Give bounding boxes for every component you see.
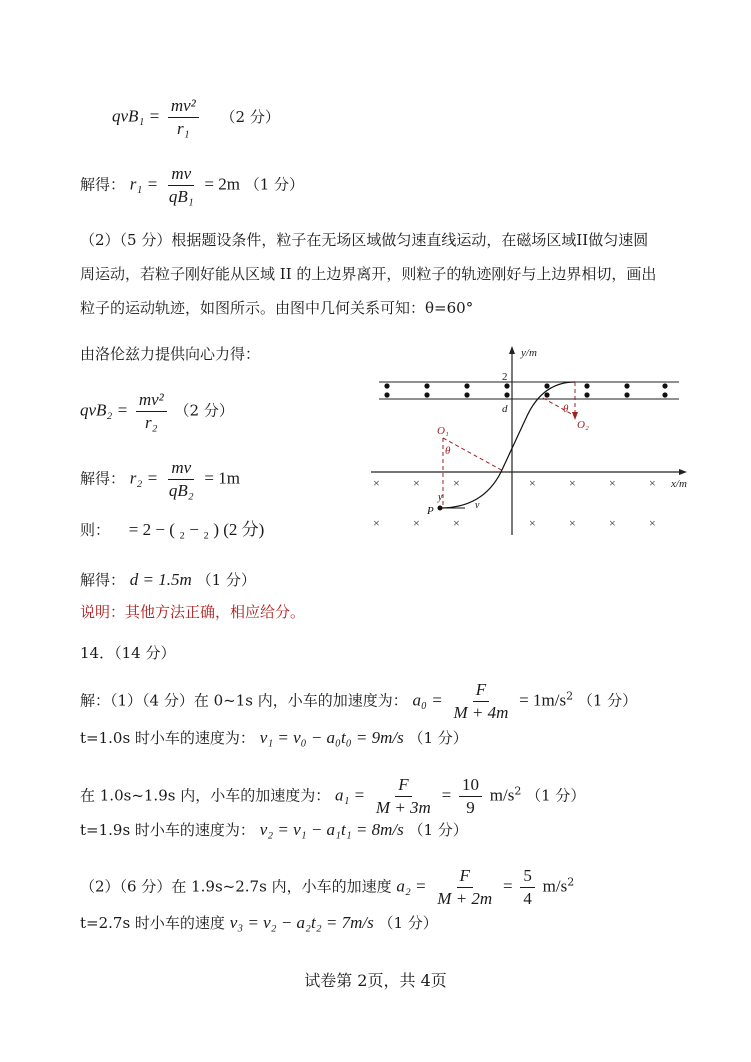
- score: （1 分）: [244, 175, 305, 194]
- svg-text:×: ×: [373, 476, 380, 490]
- math-symbol: a₂ =: [396, 876, 427, 896]
- y-axis-arrow: [509, 346, 515, 354]
- numerator: mv²: [136, 390, 167, 412]
- denominator: 4: [523, 889, 532, 908]
- fraction: [166, 458, 197, 501]
- solution-r1: [80, 164, 304, 207]
- result: = 2m: [204, 174, 240, 194]
- label: （2）（6 分）在 1.9s~2.7s 内，小车的加速度: [80, 877, 392, 896]
- svg-text:×: ×: [609, 476, 616, 490]
- field-dots: [384, 383, 667, 397]
- denominator: qB₂: [168, 481, 194, 500]
- fraction: [166, 164, 197, 207]
- y-axis-label: y/m: [521, 347, 537, 359]
- score: （2 分）: [174, 401, 234, 420]
- math-symbol: a₀ =: [412, 690, 443, 710]
- equation-a1: 在 1.0s~1.9s 内，小车的加速度为： a₁ = $\frac{F}{M + 3m}$ = $\frac{10}{9}$ $m/s^2$ （1 分）: [80, 775, 586, 817]
- equation: v₂ = v₁ − a₁t₁ = 8m/s: [259, 820, 404, 839]
- math-symbol: qvB₁ =: [112, 106, 161, 126]
- exponent: 2: [566, 689, 574, 703]
- denominator: r₁: [177, 119, 190, 138]
- dashed-radius-O2: [543, 398, 575, 416]
- score: （1 分）: [378, 914, 438, 932]
- numerator: F: [395, 775, 411, 797]
- label: t=1.9s 时小车的速度为：: [80, 821, 255, 839]
- velocity-t1: [80, 728, 468, 748]
- fraction: [373, 775, 434, 818]
- fraction: [434, 866, 495, 909]
- fraction: [459, 775, 482, 818]
- equation-qvB1: [112, 96, 280, 139]
- score: （1 分）: [526, 786, 586, 805]
- equation: = 2 − ( ₂ − ₂ ) (2 分): [128, 520, 265, 539]
- score: （1 分）: [408, 821, 468, 839]
- score: （1 分）: [408, 729, 468, 747]
- fraction: [450, 680, 511, 723]
- label: t=1.0s 时小车的速度为：: [80, 729, 255, 747]
- result: = 1m/s: [519, 690, 567, 710]
- svg-text:×: ×: [373, 516, 380, 530]
- numerator: mv: [168, 458, 194, 480]
- fraction: [520, 866, 535, 909]
- label: 解得：: [80, 571, 126, 589]
- paragraph-line: 粒子的运动轨迹，如图所示。由图中几何关系可知：θ=60°: [80, 299, 474, 317]
- fraction: [136, 390, 167, 433]
- denominator: M + 4m: [453, 703, 509, 722]
- math-symbol: r₂ =: [129, 468, 159, 488]
- fraction: [168, 96, 199, 139]
- particle-trajectory: [440, 382, 575, 508]
- label: 解得：: [80, 175, 126, 194]
- solution-d: [80, 570, 256, 590]
- svg-text:×: ×: [529, 476, 536, 490]
- svg-text:×: ×: [649, 476, 656, 490]
- field-crosses: [373, 476, 656, 530]
- label: 在 1.0s~1.9s 内，小车的加速度为：: [80, 786, 331, 805]
- exponent: 2: [567, 875, 575, 889]
- paragraph-line: 周运动，若粒子刚好能从区域 II 的上边界离开，则粒子的轨迹刚好与上边界相切，画出: [80, 265, 657, 283]
- exponent: 2: [514, 784, 522, 798]
- svg-text:×: ×: [529, 516, 536, 530]
- unit: m/s: [542, 876, 568, 896]
- x-axis-arrow: [679, 469, 687, 475]
- velocity-t3: [80, 913, 438, 933]
- svg-text:×: ×: [413, 476, 420, 490]
- label: 则：: [80, 521, 111, 539]
- note: 说明：其他方法正确，相应给分。: [80, 603, 306, 621]
- score: （1 分）: [196, 571, 256, 589]
- math-symbol: a₁ =: [335, 785, 366, 805]
- unit: m/s: [489, 785, 515, 805]
- denominator: qB₁: [168, 187, 194, 206]
- label-2: 2: [502, 371, 508, 383]
- equation-a2: （2）（6 分）在 1.9s~2.7s 内，小车的加速度 a₂ = $\frac{F}{M + 2m}$ = $\frac{5}{4}$ $m/s^2$: [80, 866, 575, 908]
- label: 解：（1）（4 分）在 0~1s 内，小车的加速度为：: [80, 691, 408, 710]
- label-d: d: [502, 403, 508, 415]
- equation: v₁ = v₀ − a₀t₀ = 9m/s: [259, 728, 404, 747]
- dashed-radius-O1: [443, 438, 505, 472]
- numerator: mv: [168, 164, 194, 186]
- numerator: F: [457, 866, 473, 888]
- svg-text:×: ×: [569, 516, 576, 530]
- denominator: M + 3m: [375, 798, 431, 817]
- question-14: 14．（14 分）: [80, 644, 176, 662]
- numerator: 5: [520, 866, 535, 888]
- label-P: P: [427, 505, 434, 517]
- theta-2: θ: [563, 403, 569, 415]
- label-y: y: [438, 492, 443, 503]
- svg-text:×: ×: [453, 476, 460, 490]
- numerator: mv²: [168, 96, 199, 118]
- label: t=2.7s 时小车的速度: [80, 914, 225, 932]
- denominator: M + 2m: [437, 889, 493, 908]
- lorentz-text: 由洛伦兹力提供向心力得：: [80, 345, 261, 363]
- page-footer: 试卷第 2页，共 4页: [304, 971, 447, 990]
- label-v: v: [475, 500, 480, 511]
- numerator: F: [473, 680, 489, 702]
- label: 解得：: [80, 469, 126, 488]
- x-axis-label: x/m: [671, 478, 687, 490]
- then-line: [80, 520, 264, 540]
- trajectory-diagram: [365, 340, 695, 540]
- math-symbol: r₁ =: [129, 174, 159, 194]
- result: = 1m: [204, 468, 240, 488]
- theta-1: θ: [445, 445, 451, 457]
- result: d = 1.5m: [129, 570, 192, 589]
- svg-text:×: ×: [453, 516, 460, 530]
- svg-text:×: ×: [609, 516, 616, 530]
- svg-text:×: ×: [413, 516, 420, 530]
- velocity-t2: [80, 820, 468, 840]
- paragraph-line: （2）（5 分）根据题设条件，粒子在无场区域做匀速直线运动，在磁场区域II做匀速圆: [80, 231, 649, 249]
- svg-text:×: ×: [649, 516, 656, 530]
- equation-qvB2: [80, 390, 234, 433]
- math-symbol: qvB₂ =: [80, 400, 129, 420]
- numerator: 10: [459, 775, 482, 797]
- score: （2 分）: [220, 107, 280, 126]
- denominator: r₂: [145, 413, 158, 432]
- label-O1: O₁: [437, 425, 449, 437]
- svg-text:×: ×: [569, 476, 576, 490]
- denominator: 9: [466, 798, 475, 817]
- equation: v₃ = v₂ − a₂t₂ = 7m/s: [229, 913, 374, 932]
- score: （1 分）: [577, 691, 638, 710]
- label-O2: O₂: [577, 419, 589, 431]
- solution-r2: [80, 458, 240, 501]
- equation-a0: [80, 680, 637, 723]
